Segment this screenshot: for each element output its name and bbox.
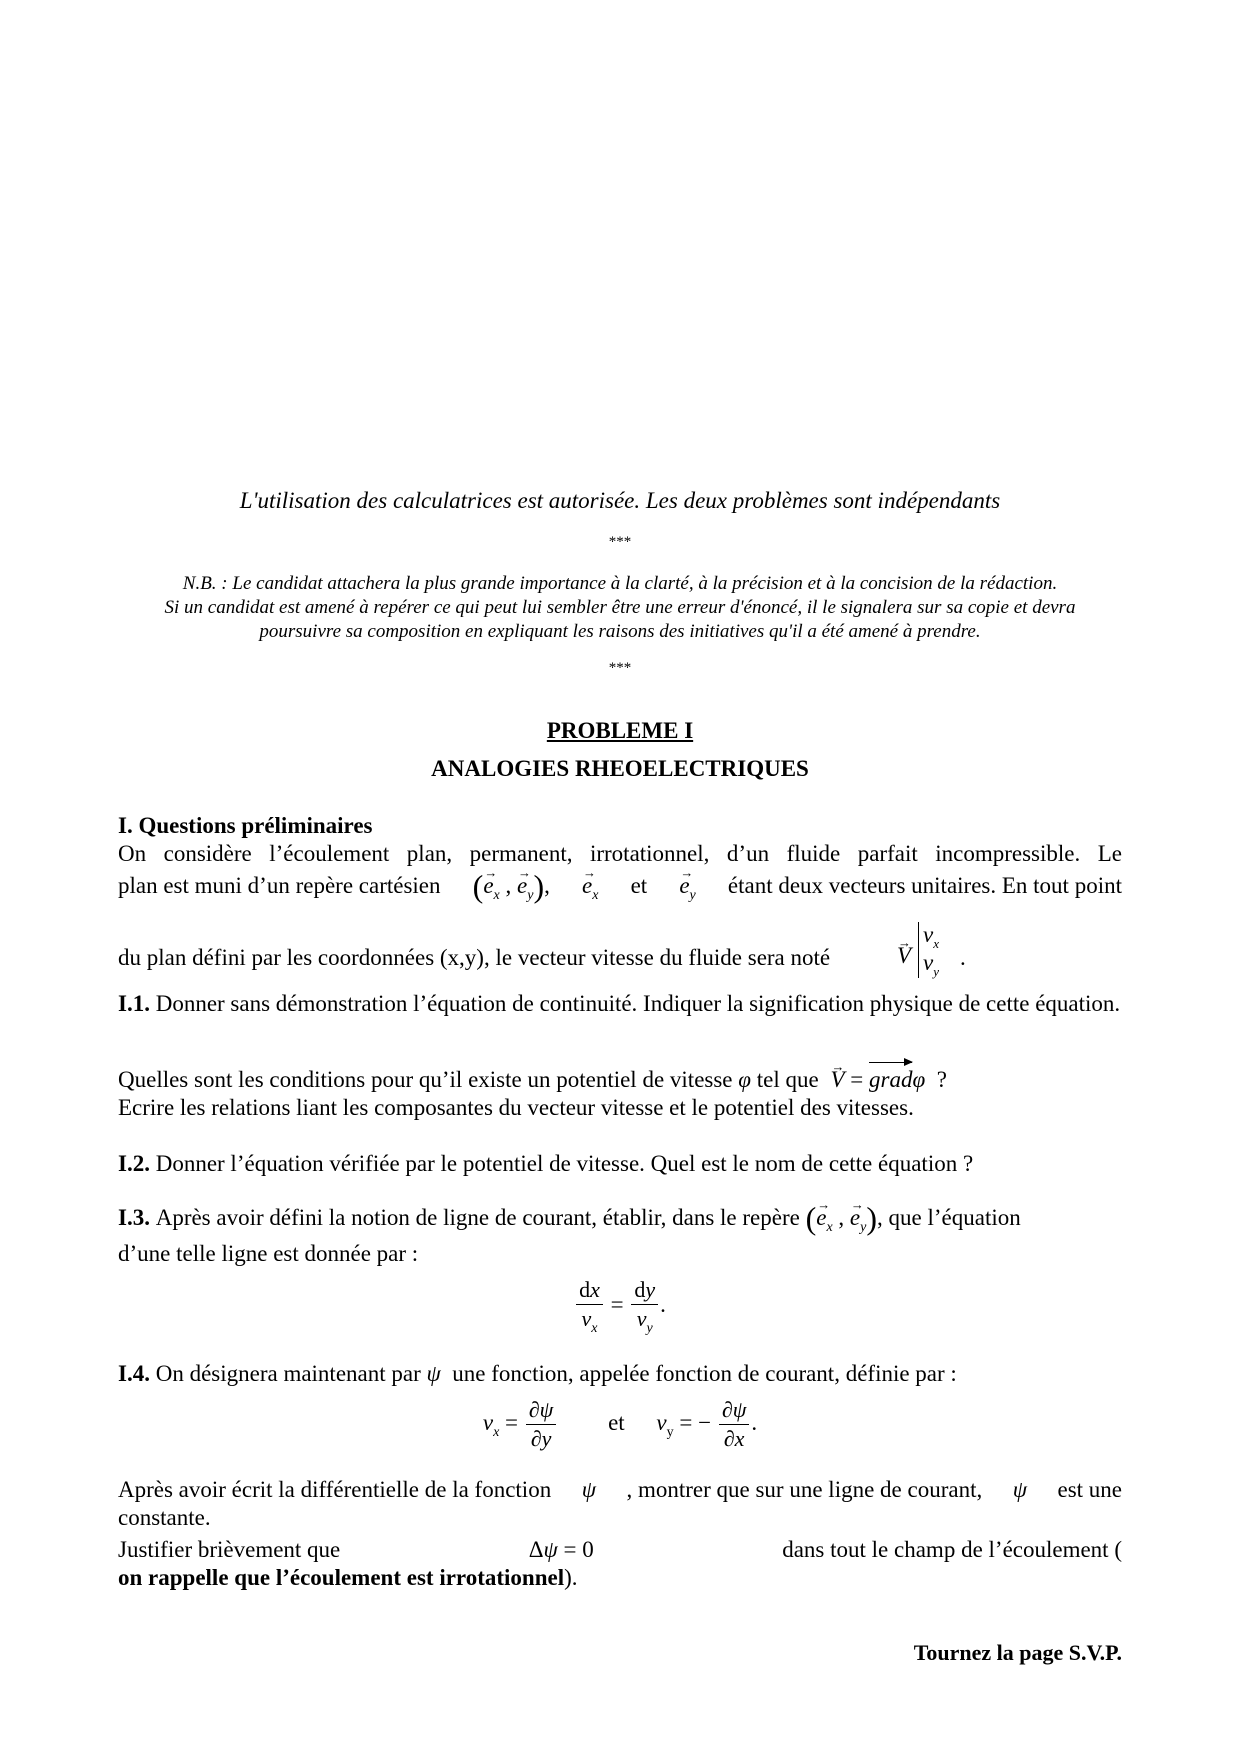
question-2: I.2. Donner l’équation vérifiée par le potentiel de vitesse. Quel est le nom de cette équation ? xyxy=(118,1151,974,1176)
basis-notation: (→ $e_x$ , → $e_y$), xyxy=(473,872,550,904)
section-paragraph-line-3: du plan défini par les coordonnées (x,y), le vecteur vitesse du fluide sera noté → V $v_x$ $v_y$ . xyxy=(118,922,1122,996)
nb-line-1: N.B. : Le candidat attachera la plus grande importance à la clarté, à la précision et à la concision de la rédaction. xyxy=(182,573,1058,594)
question-4-constant: constante. xyxy=(118,1505,211,1530)
streamline-equation: $\frac{dx}{v_x}$ = $\frac{dy}{v_y}$ . xyxy=(118,1276,1142,1337)
nb-line-2: Si un candidat est amené à repérer ce qui peut lui sembler être une erreur d'énoncé, il le signalera sur sa copie et devra xyxy=(164,597,1076,618)
separator: *** xyxy=(608,660,632,676)
stream-function-definition: $v_x$ = $\frac{\partial\psi}{\partial y}$ et $v_y$ = − $\frac{\partial\psi}{\partial x}$ . xyxy=(482,1397,758,1451)
turn-page-note: Tournez la page S.V.P. xyxy=(913,1640,1122,1665)
section-paragraph-line-2: plan est muni d’un repère cartésien (→ $e_x$ , → $e_y$), → $e_x$ et → $e_y$ étant deux vecteurs unitaires. En tout point xyxy=(118,872,1122,904)
question-1: I.1. Donner sans démonstration l’équation de continuité. Indiquer la signification physique de cette équation. xyxy=(118,991,1121,1016)
nb-notice xyxy=(0,572,1240,644)
question-1-relations: Ecrire les relations liant les composantes du vecteur vitesse et le potentiel des vitesses. xyxy=(118,1095,914,1120)
calculator-notice: L'utilisation des calculatrices est autorisée. Les deux problèmes sont indépendants xyxy=(239,488,1001,513)
nb-line-3: poursuivre sa composition en expliquant les raisons des initiatives qu'il a été amené à prendre. xyxy=(259,621,981,642)
section-heading: I. Questions préliminaires xyxy=(118,813,373,838)
problem-title: PROBLEME I xyxy=(546,718,694,743)
problem-subtitle: ANALOGIES RHEOELECTRIQUES xyxy=(431,756,809,781)
question-4: I.4. On désignera maintenant par ψ une fonction, appelée fonction de courant, définie par : xyxy=(118,1361,957,1386)
velocity-vector: → V xyxy=(897,942,911,970)
question-3-line-2: d’une telle ligne est donnée par : xyxy=(118,1241,419,1266)
separator: *** xyxy=(608,534,632,550)
question-4-paragraph: Après avoir écrit la différentielle de la fonction ψ , montrer que sur une ligne de courant, ψ est une xyxy=(118,1477,1122,1502)
question-1-potential: Quelles sont les conditions pour qu’il existe un potentiel de vitesse φ tel que → V = grad φ ? xyxy=(118,1066,1122,1094)
section-paragraph-line-1: On considère l’écoulement plan, permanent, irrotationnel, d’un fluide parfait incompressible. Le xyxy=(118,841,1122,866)
question-4-reminder: on rappelle que l’écoulement est irrotationnel). xyxy=(118,1565,578,1590)
question-3: I.3. Après avoir défini la notion de ligne de courant, établir, dans le repère (→ $e_x$ , → $e_y$) , que l’équation xyxy=(118,1204,1122,1236)
question-4-laplacian: Justifier brièvement que Δψ = 0 dans tout le champ de l’écoulement ( xyxy=(118,1537,1122,1562)
